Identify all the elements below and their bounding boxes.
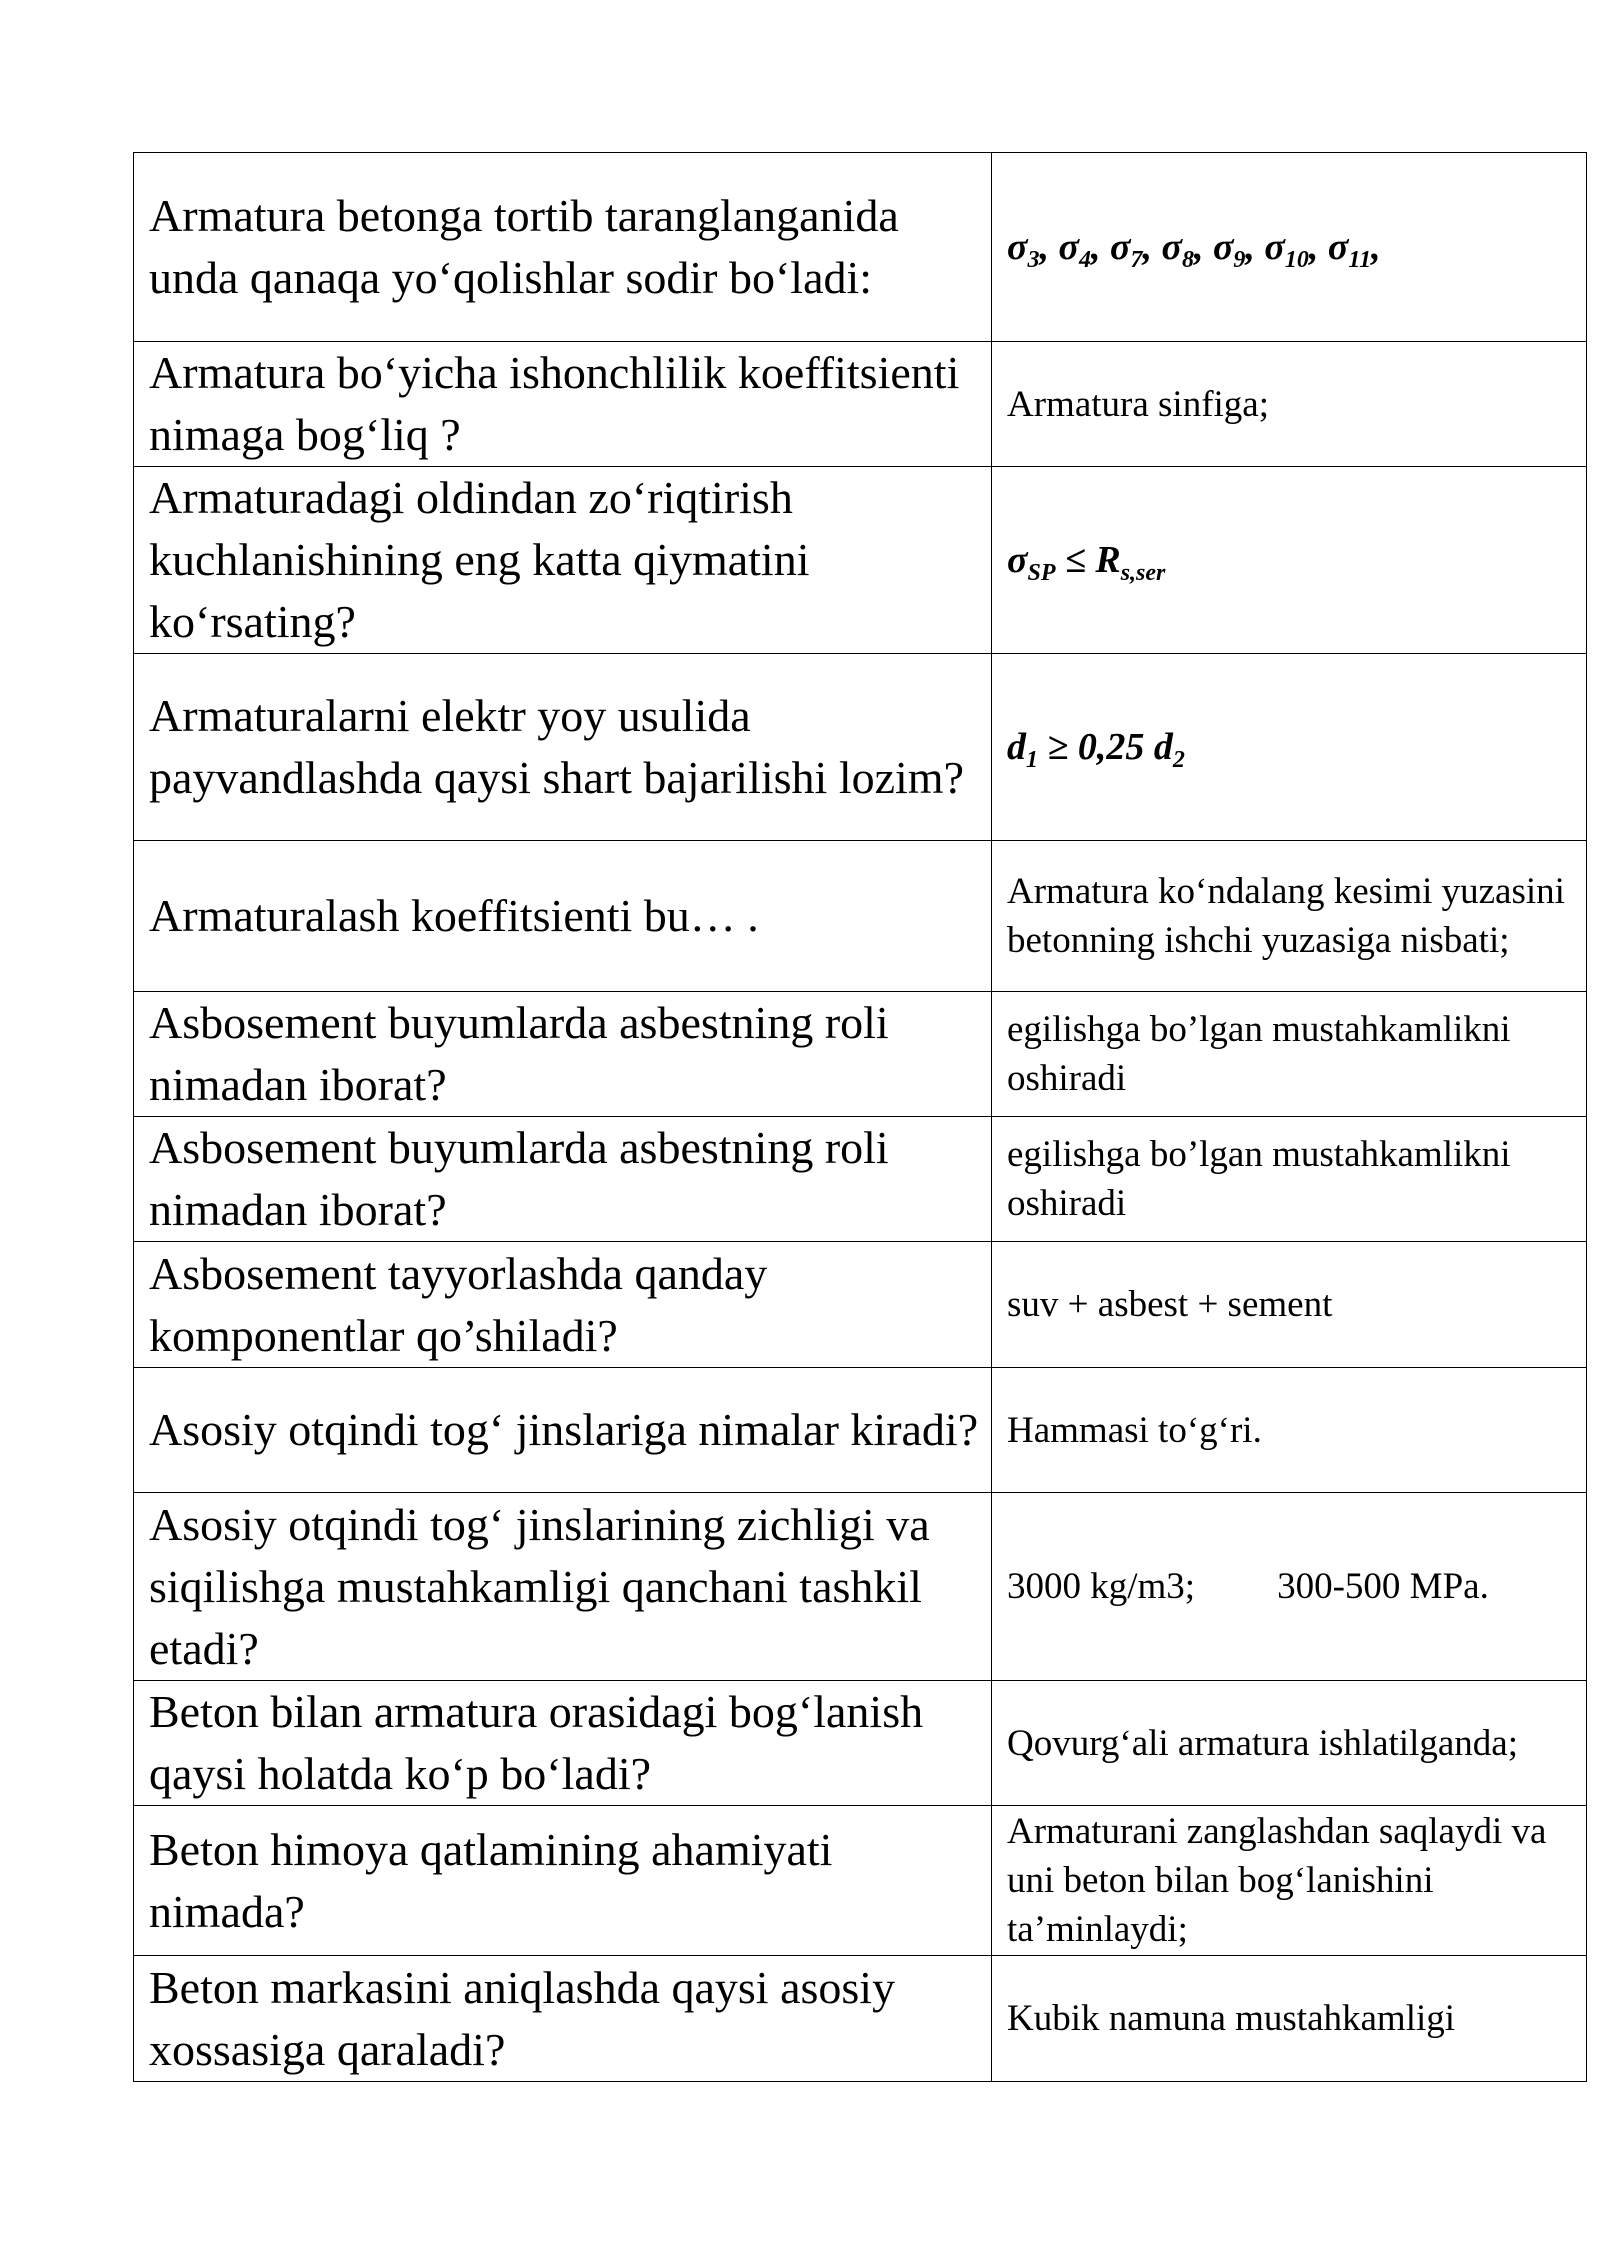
formula-subscript: 9 [1233, 246, 1246, 273]
question-cell: Armaturadagi oldindan zo‘riqtirish kuchlanishining eng katta qiymatini ko‘rsating? [134, 467, 992, 654]
formula-subscript: ser [1136, 559, 1166, 586]
formula-text: , σ [1142, 225, 1182, 268]
table-row [134, 342, 1587, 467]
answer-cell [992, 1493, 1587, 1681]
table-row [134, 1493, 1587, 1681]
answer-cell [992, 654, 1587, 841]
table-row [134, 1117, 1587, 1242]
answer-strength: 300-500 MPa. [1277, 1566, 1489, 1607]
question-cell: Asosiy otqindi tog‘ jinslarining zichligi va siqilishga mustahkamligi qanchani tashkil etadi? [134, 1493, 992, 1681]
formula-text: , σ [1039, 225, 1079, 268]
answer-cell: Kubik namuna mustahkamligi [992, 1956, 1587, 2082]
table-row [134, 1956, 1587, 2082]
question-cell: Armatura bo‘yicha ishonchlilik koeffitsienti nimaga bog‘liq ? [134, 342, 992, 467]
question-cell: Beton markasini aniqlashda qaysi asosiy xossasiga qaraladi? [134, 1956, 992, 2082]
formula-text: ≤ R [1055, 538, 1121, 581]
question-cell: Armatura betonga tortib taranglanganida unda qanaqa yo‘qolishlar sodir bo‘ladi: [134, 153, 992, 342]
answer-cell: suv + asbest + sement [992, 1242, 1587, 1368]
table-row [134, 841, 1587, 992]
answer-density: 3000 kg/m3; [1007, 1566, 1196, 1607]
answer-cell [992, 467, 1587, 654]
answer-cell: Armaturani zanglashdan saqlaydi va uni beton bilan bog‘lanishini ta’minlaydi; [992, 1806, 1587, 1956]
answer-cell: Armatura sinfiga; [992, 342, 1587, 467]
table-row [134, 1681, 1587, 1806]
formula-subscript: 2 [1172, 746, 1185, 773]
formula-subscript: SP [1027, 559, 1056, 586]
question-cell: Beton himoya qatlamining ahamiyati nimada? [134, 1806, 992, 1956]
answer-cell: egilishga bo’lgan mustahkamlikni oshiradi [992, 1117, 1587, 1242]
formula-subscript: s, [1120, 559, 1137, 586]
formula-subscript: 4 [1078, 246, 1091, 273]
answer-cell: egilishga bo’lgan mustahkamlikni oshiradi [992, 992, 1587, 1117]
formula-subscript: 7 [1130, 246, 1143, 273]
question-cell: Armaturalash koeffitsienti bu… . [134, 841, 992, 992]
question-cell: Asbosement buyumlarda asbestning roli nimadan iborat? [134, 1117, 992, 1242]
answer-cell: Hammasi to‘g‘ri. [992, 1368, 1587, 1493]
table-row [134, 1368, 1587, 1493]
formula-text: , σ [1245, 225, 1285, 268]
table-row [134, 1806, 1587, 1956]
formula-subscript: 11 [1348, 246, 1372, 273]
formula-subscript: 1 [1026, 746, 1038, 773]
table-row [134, 467, 1587, 654]
question-cell: Armaturalarni elektr yoy usulida payvandlashda qaysi shart bajarilishi lozim? [134, 654, 992, 841]
formula-text: d [1007, 725, 1026, 768]
question-cell: Asosiy otqindi tog‘ jinslariga nimalar kiradi? [134, 1368, 992, 1493]
formula-text: σ [1007, 225, 1028, 268]
question-cell: Beton bilan armatura orasidagi bog‘lanish qaysi holatda ko‘p bo‘ladi? [134, 1681, 992, 1806]
table-row [134, 153, 1587, 342]
qa-table-body [134, 153, 1587, 2082]
formula-text: , σ [1090, 225, 1131, 268]
qa-table [133, 152, 1587, 2082]
table-row [134, 992, 1587, 1117]
answer-cell: Armatura ko‘ndalang kesimi yuzasini betonning ishchi yuzasiga nisbati; [992, 841, 1587, 992]
formula-subscript: 10 [1284, 246, 1309, 273]
formula-text: , [1371, 225, 1381, 268]
answer-cell [992, 153, 1587, 342]
formula-text: , σ [1193, 225, 1234, 268]
question-cell: Asbosement buyumlarda asbestning roli nimadan iborat? [134, 992, 992, 1117]
question-cell: Asbosement tayyorlashda qanday komponentlar qo’shiladi? [134, 1242, 992, 1368]
formula-subscript: 3 [1027, 246, 1040, 273]
table-row [134, 654, 1587, 841]
table-row [134, 1242, 1587, 1368]
formula-text: ≥ 0,25 d [1038, 725, 1173, 768]
formula-subscript: 8 [1181, 246, 1194, 273]
answer-cell: Qovurg‘ali armatura ishlatilganda; [992, 1681, 1587, 1806]
formula-text: , σ [1308, 225, 1349, 268]
formula-text: σ [1007, 538, 1028, 581]
